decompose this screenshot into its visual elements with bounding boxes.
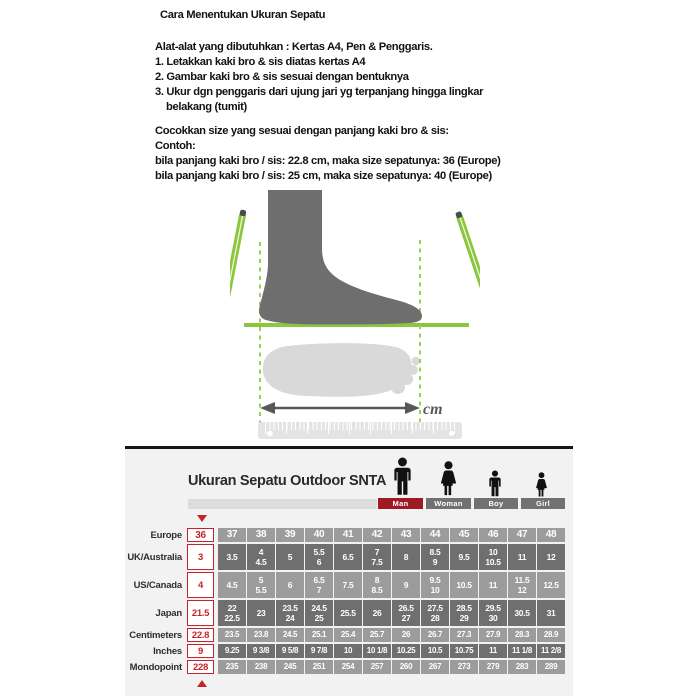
size-cell: 8.5 9 (421, 544, 449, 570)
size-cell: 7 7.5 (363, 544, 391, 570)
size-cell: 23.5 24 (276, 600, 304, 626)
size-cell: 11 (479, 572, 507, 598)
size-cell: 23 (247, 600, 275, 626)
size-cell: 28.9 (537, 628, 565, 642)
size-cell: 27.5 28 (421, 600, 449, 626)
size-cell: 5.5 6 (305, 544, 333, 570)
size-cell: 38 (247, 528, 275, 542)
size-cell: 47 (508, 528, 536, 542)
row-label: Centimeters (129, 629, 182, 641)
size-cell: 46 (479, 528, 507, 542)
size-cell: 9 5/8 (276, 644, 304, 658)
title-underline-bar (188, 499, 377, 509)
measure-arrow-icon (260, 402, 420, 414)
instruction-block (155, 8, 575, 184)
row-label: Europe (150, 529, 182, 541)
size-cell: 45 (450, 528, 478, 542)
size-cell: 10.5 (450, 572, 478, 598)
size-cell: 6 (276, 572, 304, 598)
table-row-us-canada (125, 572, 573, 598)
category-label-woman: Woman (426, 498, 471, 509)
size-cell: 6.5 (334, 544, 362, 570)
row-label: US/Canada (133, 579, 182, 591)
size-cell: 26.5 27 (392, 600, 420, 626)
pen-right-icon (455, 211, 480, 321)
footprint-icon (263, 343, 420, 397)
size-cell: 26 (363, 600, 391, 626)
size-cell: 24.5 25 (305, 600, 333, 626)
match-line: Cocokkan size yang sesuai dengan panjang kaki bro & sis: (155, 125, 449, 137)
size-cell: 41 (334, 528, 362, 542)
size-cell: 238 (247, 660, 275, 674)
size-cell: 9 3/8 (247, 644, 275, 658)
size-cell: 27.9 (479, 628, 507, 642)
size-cell: 10.5 (421, 644, 449, 658)
foot-measurement-diagram (230, 190, 480, 446)
size-cell: 4 4.5 (247, 544, 275, 570)
size-cells (218, 572, 565, 598)
highlighted-size-cell: 21.5 (187, 600, 214, 626)
size-cell: 25.7 (363, 628, 391, 642)
size-cell: 273 (450, 660, 478, 674)
instruction-example: bila panjang kaki bro / sis: 25 cm, maka size sepatunya: 40 (Europe) (155, 170, 492, 182)
man-figure-icon (391, 456, 414, 498)
ruler-icon (258, 422, 462, 439)
size-cell: 25.1 (305, 628, 333, 642)
instruction-steps (155, 55, 575, 115)
size-cell: 23.8 (247, 628, 275, 642)
size-cell: 260 (392, 660, 420, 674)
category-label-man: Man (378, 498, 423, 509)
size-cell: 5 (276, 544, 304, 570)
size-cell: 22 22.5 (218, 600, 246, 626)
size-cell: 26 (392, 628, 420, 642)
size-cell: 25.5 (334, 600, 362, 626)
row-label: Mondopoint (129, 661, 182, 673)
ruler-ticks-long (265, 422, 455, 434)
size-cell: 10 10.5 (479, 544, 507, 570)
instruction-example: bila panjang kaki bro / sis: 22.8 cm, maka size sepatunya: 36 (Europe) (155, 155, 501, 167)
cm-label: cm (423, 401, 443, 418)
size-cell: 9 7/8 (305, 644, 333, 658)
size-cells (218, 644, 565, 658)
size-cell: 11 (508, 544, 536, 570)
size-cell: 27.3 (450, 628, 478, 642)
size-cell: 7.5 (334, 572, 362, 598)
size-chart-title: Ukuran Sepatu Outdoor SNTA (188, 473, 387, 489)
woman-figure-icon (438, 460, 459, 498)
page-title: Cara Menentukan Ukuran Sepatu (160, 9, 326, 21)
highlight-arrow-up-icon (197, 680, 207, 687)
size-cell: 11 (479, 644, 507, 658)
pen-left-icon (230, 209, 247, 322)
highlighted-size-cell: 22.8 (187, 628, 214, 642)
row-label: Inches (153, 645, 182, 657)
size-chart-panel (125, 449, 573, 696)
example-label: Contoh: (155, 140, 196, 152)
size-cell: 26.7 (421, 628, 449, 642)
size-cell: 10.25 (392, 644, 420, 658)
highlight-arrow-down-icon (197, 515, 207, 522)
row-label: Japan (155, 607, 182, 619)
size-cell: 251 (305, 660, 333, 674)
table-row-japan (125, 600, 573, 626)
size-cell: 43 (392, 528, 420, 542)
size-cells (218, 528, 565, 542)
size-cell: 12 (537, 544, 565, 570)
instruction-examples (155, 154, 575, 184)
table-row-uk-australia (125, 544, 573, 570)
highlighted-size-cell: 36 (187, 528, 214, 542)
size-cell: 9 (392, 572, 420, 598)
size-cell: 279 (479, 660, 507, 674)
size-cell: 9.5 (450, 544, 478, 570)
size-cell: 48 (537, 528, 565, 542)
size-cell: 289 (537, 660, 565, 674)
size-cell: 39 (276, 528, 304, 542)
size-cell: 9.25 (218, 644, 246, 658)
size-cell: 267 (421, 660, 449, 674)
ruler-hole-left (267, 431, 273, 437)
size-cell: 245 (276, 660, 304, 674)
size-cell: 10 1/8 (363, 644, 391, 658)
size-cell: 283 (508, 660, 536, 674)
highlighted-size-cell: 9 (187, 644, 214, 658)
foot-diagram-svg (230, 190, 480, 446)
size-cells (218, 544, 565, 570)
instruction-step: 3. Ukur dgn penggaris dari ujung jari yg terpanjang hingga lingkar (155, 86, 484, 98)
size-cell: 4.5 (218, 572, 246, 598)
size-cell: 11.5 12 (508, 572, 536, 598)
size-cell: 9.5 10 (421, 572, 449, 598)
size-cell: 3.5 (218, 544, 246, 570)
size-cell: 25.4 (334, 628, 362, 642)
size-cell: 10 (334, 644, 362, 658)
size-cell: 254 (334, 660, 362, 674)
size-cell: 31 (537, 600, 565, 626)
size-cell: 29.5 30 (479, 600, 507, 626)
size-cell: 12.5 (537, 572, 565, 598)
size-cell: 30.5 (508, 600, 536, 626)
instruction-step: 1. Letakkan kaki bro & sis diatas kertas A4 (155, 56, 366, 68)
size-table (125, 528, 573, 676)
category-label-girl: Girl (521, 498, 565, 509)
ruler-hole-right (449, 431, 455, 437)
size-cell: 24.5 (276, 628, 304, 642)
size-cell: 42 (363, 528, 391, 542)
foot-silhouette-icon (259, 190, 422, 325)
highlighted-size-cell: 4 (187, 572, 214, 598)
size-cell: 6.5 7 (305, 572, 333, 598)
table-row-centimeters (125, 628, 573, 642)
size-cell: 11 1/8 (508, 644, 536, 658)
size-cells (218, 660, 565, 674)
boy-figure-icon (487, 470, 503, 498)
category-label-boy: Boy (474, 498, 518, 509)
size-cell: 28.3 (508, 628, 536, 642)
row-label: UK/Australia (127, 551, 182, 563)
tools-line: Alat-alat yang dibutuhkan : Kertas A4, Pen & Penggaris. (155, 41, 433, 53)
highlighted-size-cell: 228 (187, 660, 214, 674)
instruction-step: belakang (tumit) (155, 101, 247, 113)
size-cell: 11 2/8 (537, 644, 565, 658)
table-row-inches (125, 644, 573, 658)
size-cell: 40 (305, 528, 333, 542)
size-cell: 257 (363, 660, 391, 674)
instruction-step: 2. Gambar kaki bro & sis sesuai dengan bentuknya (155, 71, 409, 83)
size-cell: 8 8.5 (363, 572, 391, 598)
girl-figure-icon (534, 472, 549, 498)
size-cell: 5 5.5 (247, 572, 275, 598)
size-cell: 235 (218, 660, 246, 674)
size-cell: 8 (392, 544, 420, 570)
size-cells (218, 628, 565, 642)
table-row-mondopoint (125, 660, 573, 674)
size-cell: 44 (421, 528, 449, 542)
size-cell: 23.5 (218, 628, 246, 642)
size-cell: 28.5 29 (450, 600, 478, 626)
highlighted-size-cell: 3 (187, 544, 214, 570)
table-row-europe (125, 528, 573, 542)
size-cells (218, 600, 565, 626)
size-cell: 10.75 (450, 644, 478, 658)
size-cell: 37 (218, 528, 246, 542)
